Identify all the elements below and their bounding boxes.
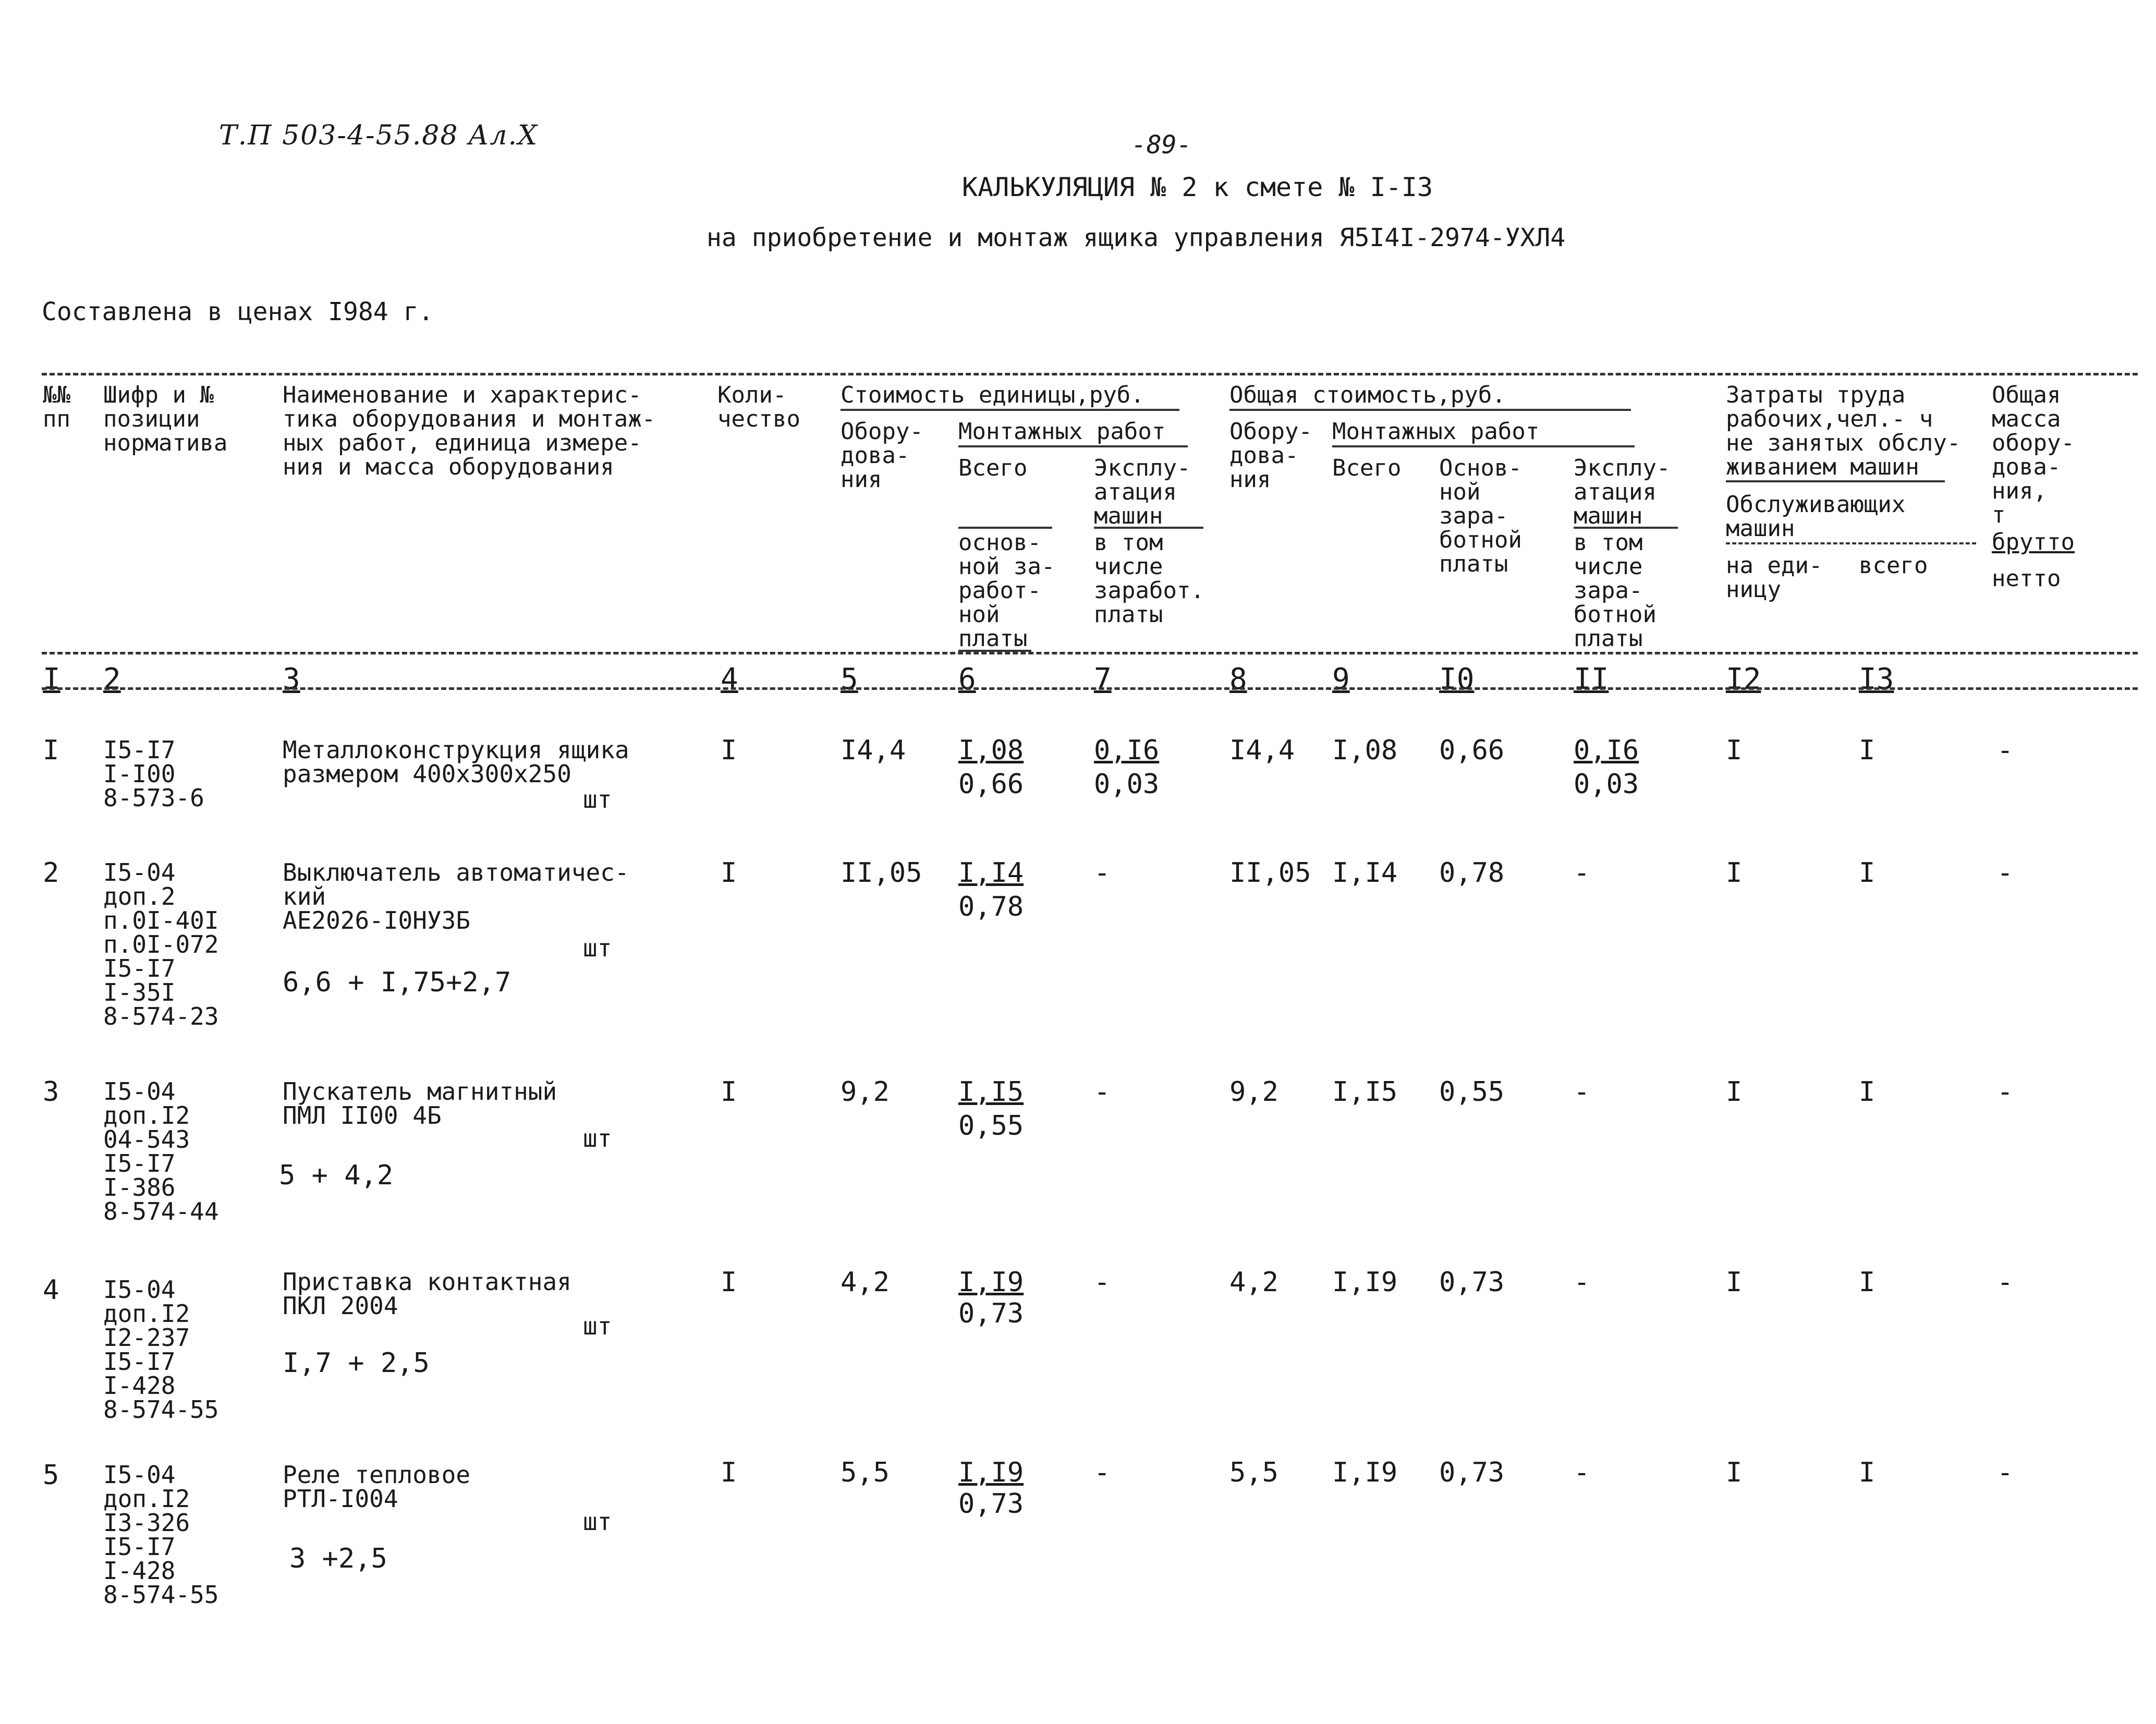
row-labor-unit: I — [1726, 1267, 1743, 1298]
montage-total-underline — [1332, 445, 1635, 447]
row-montage-unit-wage: 0,73 — [958, 1298, 1024, 1329]
row-wage-total: 0,78 — [1439, 857, 1505, 889]
col-header-mass: Общая масса обору- дова- ния, т — [1992, 382, 2075, 528]
col-number-2: 2 — [103, 662, 121, 696]
col-header-11-bottom: в том числе зара- ботной платы — [1574, 529, 1656, 652]
col-number-7: 7 — [1094, 662, 1112, 696]
col-header-7-bottom: в том числе заработ. платы — [1094, 529, 1204, 628]
page-subtitle: на приобретение и монтаж ящика управления Я5I4I-2974-УХЛ4 — [707, 223, 1566, 252]
row-montage-total: I,I5 — [1332, 1076, 1398, 1108]
col-header-total-cost: Общая стоимость,руб. — [1229, 382, 1506, 408]
row-labor-total: I — [1859, 1457, 1875, 1488]
row-machines-total: - — [1574, 1267, 1590, 1298]
row-name: Пускатель магнитный ПМЛ II00 4Б — [283, 1077, 557, 1130]
row-montage-unit-total: I,08 — [958, 735, 1024, 766]
row-equip-unit: 4,2 — [841, 1267, 890, 1298]
row-equip-total: 5,5 — [1229, 1457, 1278, 1488]
row-qty: I — [721, 1267, 737, 1298]
row-machines-unit-wage: 0,03 — [1094, 769, 1160, 800]
row-mass-formula: 5 + 4,2 — [279, 1160, 394, 1191]
col-header-qty: Коли- чество — [717, 382, 800, 432]
col-number-4: 4 — [721, 662, 738, 696]
labor-underline — [1726, 480, 1945, 482]
row-equip-total: II,05 — [1229, 857, 1311, 889]
col-number-11: II — [1574, 662, 1609, 696]
row-labor-total: I — [1859, 1076, 1875, 1108]
row-qty: I — [721, 1076, 737, 1108]
row-montage-unit-total: I,I4 — [958, 857, 1024, 889]
row-number: 4 — [43, 1274, 59, 1306]
col-header-8: Обору- дова- ния — [1229, 418, 1312, 493]
col-header-9: Всего — [1332, 455, 1402, 481]
page-title: КАЛЬКУЛЯЦИЯ № 2 к смете № I-I3 — [962, 172, 1433, 202]
row-mass: - — [1997, 1267, 2014, 1298]
row-montage-unit-total: I,I9 — [958, 1457, 1024, 1488]
col-header-labor-service: Обслуживающих машин — [1726, 491, 1906, 542]
row-machines-unit: - — [1094, 1457, 1111, 1488]
row-equip-unit: I4,4 — [841, 735, 906, 766]
row-montage-unit-wage: 0,73 — [958, 1488, 1024, 1520]
col-header-montage-unit: Монтажных работ — [958, 418, 1166, 445]
row-montage-unit-total: I,I5 — [958, 1076, 1024, 1108]
row-qty: I — [721, 1457, 737, 1488]
row-montage-total: I,I9 — [1332, 1267, 1398, 1298]
row-machines-total: - — [1574, 1076, 1590, 1108]
col-header-labor: Затраты труда рабочих,чел.- ч не занятых обслу- — [1726, 382, 1961, 456]
col-11-divider — [1574, 527, 1678, 529]
col-header-11-top: Эксплу- атация машин — [1574, 455, 1671, 529]
row-labor-unit: I — [1726, 1457, 1743, 1488]
col-header-13: всего — [1859, 552, 1928, 579]
document-code: Т.П 503-4-55.88 Ал.Х — [219, 120, 538, 151]
col-number-13: I3 — [1859, 662, 1894, 696]
row-number: I — [43, 735, 59, 766]
col-header-5: Обору- дова- ния — [841, 418, 923, 493]
row-code: I5-04 доп.2 п.0I-40I п.0I-072 I5-I7 I-35I 8-574-23 — [103, 858, 219, 1030]
row-labor-total: I — [1859, 1267, 1875, 1298]
row-wage-total: 0,73 — [1439, 1267, 1505, 1298]
col-header-6-bottom: основ- ной за- работ- ной платы — [958, 529, 1055, 652]
col-header-7-top: Эксплу- атация машин — [1094, 455, 1191, 529]
page-number: -89- — [1131, 130, 1192, 160]
row-wage-total: 0,66 — [1439, 735, 1505, 766]
col-header-num: №№ пп — [43, 382, 70, 432]
row-machines-unit: - — [1094, 1076, 1111, 1108]
col-7-divider — [1094, 527, 1203, 529]
row-labor-total: I — [1859, 735, 1875, 766]
header-top-rule — [42, 373, 2138, 375]
column-number-rule — [42, 687, 2138, 690]
col-header-mass-brutto: брутто — [1992, 529, 2075, 555]
col-header-unit-cost: Стоимость единицы,руб. — [841, 382, 1144, 408]
col-number-5: 5 — [841, 662, 858, 696]
row-mass-formula: 6,6 + I,75+2,7 — [283, 967, 511, 998]
row-unit: шт — [583, 785, 612, 814]
row-labor-unit: I — [1726, 1076, 1743, 1108]
row-mass: - — [1997, 735, 2014, 766]
row-machines-total: - — [1574, 1457, 1590, 1488]
row-montage-unit-wage: 0,55 — [958, 1110, 1024, 1142]
row-equip-unit: II,05 — [841, 857, 922, 889]
row-machines-unit: 0,I6 — [1094, 735, 1160, 766]
row-unit: шт — [583, 934, 612, 962]
row-montage-unit-wage: 0,78 — [958, 891, 1024, 922]
row-labor-total: I — [1859, 857, 1875, 889]
row-labor-unit: I — [1726, 735, 1743, 766]
row-unit: шт — [583, 1312, 612, 1340]
col-header-6-top: Всего — [958, 455, 1028, 481]
row-machines-total: - — [1574, 857, 1590, 889]
row-equip-unit: 5,5 — [841, 1457, 890, 1488]
row-name: Металлоконструкция ящика размером 400х300х250 — [283, 736, 629, 788]
row-code: I5-04 доп.I2 I3-326 I5-I7 I-428 8-574-55 — [103, 1461, 219, 1609]
col-header-code: Шифр и № позиции норматива — [103, 382, 228, 456]
row-equip-unit: 9,2 — [841, 1076, 890, 1108]
col-header-12: на еди- ницу — [1726, 552, 1823, 603]
row-montage-unit-total: I,I9 — [958, 1267, 1024, 1298]
row-unit: шт — [583, 1508, 612, 1536]
col-number-8: 8 — [1229, 662, 1247, 696]
row-number: 3 — [43, 1076, 59, 1108]
row-equip-total: I4,4 — [1229, 735, 1295, 766]
row-machines-total: 0,I6 — [1574, 735, 1639, 766]
row-wage-total: 0,73 — [1439, 1457, 1505, 1488]
col-number-1: I — [43, 662, 60, 696]
row-machines-unit: - — [1094, 857, 1111, 889]
col-number-9: 9 — [1332, 662, 1350, 696]
col-header-montage-total: Монтажных работ — [1332, 418, 1540, 445]
col-number-12: I2 — [1726, 662, 1761, 696]
col-number-10: I0 — [1439, 662, 1475, 696]
prices-note: Составлена в ценах I984 г. — [42, 297, 434, 326]
row-montage-total: I,I9 — [1332, 1457, 1398, 1488]
row-montage-unit-wage: 0,66 — [958, 769, 1024, 800]
row-code: I5-I7 I-I00 8-573-6 — [103, 736, 204, 812]
row-code: I5-04 доп.I2 I2-237 I5-I7 I-428 8-574-55 — [103, 1276, 219, 1424]
montage-unit-underline — [958, 445, 1188, 447]
row-mass: - — [1997, 857, 2014, 889]
total-cost-underline — [1229, 409, 1631, 411]
row-montage-total: I,I4 — [1332, 857, 1398, 889]
col-number-3: 3 — [283, 662, 300, 696]
row-mass-formula: 3 +2,5 — [289, 1543, 387, 1574]
col-header-name: Наименование и характерис- тика оборудования и монтаж- ных работ, единица измере- ния и масса оборудования — [283, 382, 656, 480]
row-machines-unit: - — [1094, 1267, 1111, 1298]
row-name: Приставка контактная ПКЛ 2004 — [283, 1268, 571, 1320]
row-mass-formula: I,7 + 2,5 — [283, 1347, 430, 1379]
row-machines-total-wage: 0,03 — [1574, 769, 1639, 800]
col-header-labor-machines: живанием машин — [1726, 454, 1919, 480]
labor-dash-rule — [1726, 542, 1976, 544]
row-qty: I — [721, 735, 737, 766]
row-mass: - — [1997, 1457, 2014, 1488]
col-number-6: 6 — [958, 662, 976, 696]
row-equip-total: 9,2 — [1229, 1076, 1278, 1108]
row-name: Реле тепловое РТЛ-I004 — [283, 1461, 471, 1513]
row-number: 2 — [43, 857, 59, 889]
col-header-mass-netto: нетто — [1992, 565, 2061, 592]
row-wage-total: 0,55 — [1439, 1076, 1505, 1108]
row-labor-unit: I — [1726, 857, 1743, 889]
col-header-10: Основ- ной зара- ботной платы — [1439, 455, 1522, 577]
unit-cost-underline — [841, 409, 1179, 411]
row-mass: - — [1997, 1076, 2014, 1108]
row-code: I5-04 доп.I2 04-543 I5-I7 I-386 8-574-44 — [103, 1077, 219, 1225]
header-bottom-rule — [42, 652, 2138, 654]
row-montage-total: I,08 — [1332, 735, 1398, 766]
row-number: 5 — [43, 1460, 59, 1491]
row-qty: I — [721, 857, 737, 889]
row-unit: шт — [583, 1124, 612, 1152]
row-name: Выключатель автоматичес- кий АЕ2026-I0НУЗБ — [283, 858, 629, 934]
row-equip-total: 4,2 — [1229, 1267, 1278, 1298]
col-6-divider — [958, 527, 1052, 529]
